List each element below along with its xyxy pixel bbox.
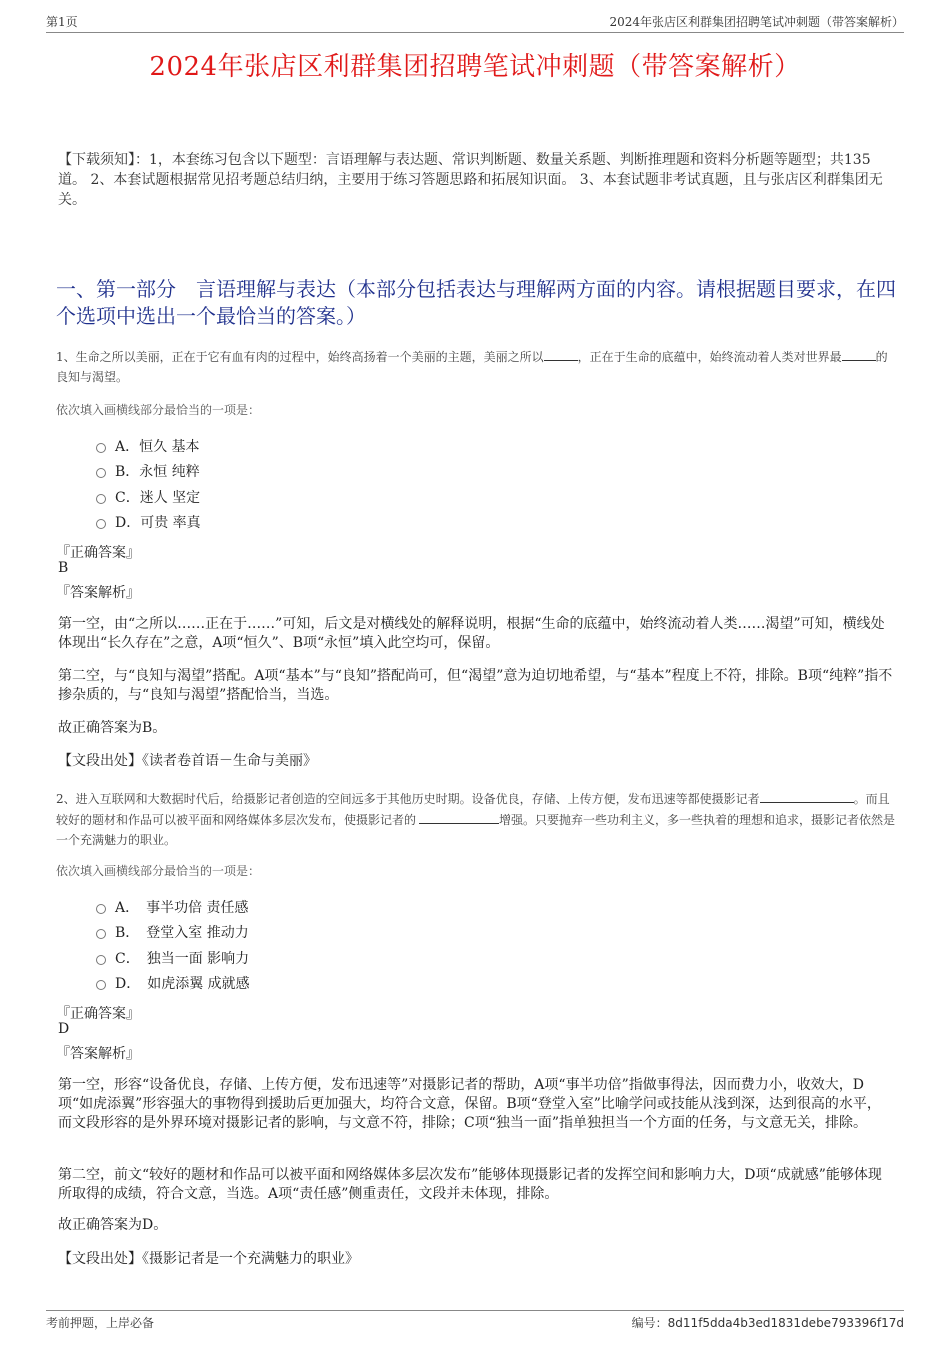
radio-icon[interactable] [96,468,106,478]
fill-blank [760,788,854,803]
radio-icon[interactable] [96,494,106,504]
question-1-stem [56,346,896,387]
document-code [632,1314,904,1331]
radio-icon[interactable] [96,443,106,453]
stem-text: ，正在于生命的底蕴中，始终流动着人类对世界最 [577,350,842,364]
analysis-conclusion: 故正确答案为B。 [58,720,167,736]
question-1-options [96,433,201,535]
analysis-paragraph: 第一空，由“之所以……正在于……”可知，后文是对横线处的解释说明，根据“生命的底蕴中，始终流动着人类……渴望”可知，横线处体现出“长久存在”之意，A项“恒久”、B项“永恒”填入此空均可，保留。 [58,616,885,651]
header-doc-title: 2024年张店区利群集团招聘笔试冲刺题（带答案解析） [609,15,904,29]
question-2-options [96,894,250,996]
option-c[interactable] [96,484,201,510]
option-c[interactable] [96,945,250,971]
code-label: 编号： [631,1316,668,1330]
page-footer [46,1310,904,1331]
radio-icon[interactable] [96,904,106,914]
analysis-label: 『答案解析』 [56,585,140,601]
answer-value: B [58,560,69,576]
document-title: 2024年张店区利群集团招聘笔试冲刺题（带答案解析） [149,52,801,82]
stem-text: 2、进入互联网和大数据时代后，给摄影记者创造的空间远多于其他历史时期。设备优良，存储、上传方便，发布迅速等都使摄影记者 [56,792,760,806]
source-citation: 【文段出处】《读者卷首语－生命与美丽》 [58,753,317,769]
radio-icon[interactable] [96,519,106,529]
analysis-paragraph: 第二空，与“良知与渴望”搭配。A项“基本”与“良知”搭配尚可，但“渴望”意为迫切地希望，与“基本”程度上不符，排除。B项“纯粹”指不掺杂质的，与“良知与渴望”搭配恰当，当选。 [58,668,893,703]
option-b[interactable] [96,459,201,485]
fill-blank [419,809,499,824]
option-a[interactable] [96,894,250,920]
question-2-stem [56,788,896,850]
analysis-paragraph: 第二空，前文“较好的题材和作品可以被平面和网络媒体多层次发布”能够体现摄影记者的发挥空间和影响力大，D项“成就感”能够体现所取得的成绩，符合文意，当选。A项“责任感”侧重责任，文段并未体现，排除。 [58,1167,882,1202]
analysis-conclusion: 故正确答案为D。 [58,1217,168,1233]
stem-text: 增强。只要抛弃一些功利主义，多一些执着的理想和追求，摄影记者依然是一个充满魅力的职业。 [56,813,896,847]
option-label: C．迷人 坚定 [115,489,201,506]
option-b[interactable] [96,920,250,946]
option-a[interactable] [96,433,201,459]
analysis-paragraph: 第一空，形容“设备优良，存储、上传方便，发布迅速等”对摄影记者的帮助，A项“事半功倍”指做事得法，因而费力小，收效大，D项“如虎添翼”形容强大的事物得到援助后更加强大，均符合文意，保留。B项“登堂入室”比喻学问或技能从浅到深，达到很高的水平，而文段形容的是外界环境对摄影记者的影响，与文意不符，排除；C项“独当一面”指单独担当一个方面的任务，与文意无关，排除。 [58,1077,881,1131]
answer-value: D [58,1021,70,1037]
fill-blank [544,346,578,361]
footer-slogan: 考前押题，上岸必备 [46,1316,155,1330]
stem-text: 1、生命之所以美丽，正在于它有血有肉的过程中，始终高扬着一个美丽的主题，美丽之所以 [56,350,544,364]
option-label: D．可贵 率真 [115,515,201,532]
question-2-prompt: 依次填入画横线部分最恰当的一项是： [56,864,261,878]
answer-label: 『正确答案』 [56,1006,140,1022]
option-label: C． 独当一面 影响力 [115,950,250,967]
answer-label: 『正确答案』 [56,545,140,561]
code-value: 8d11f5dda4b3ed1831debe793396f17d [667,1316,904,1330]
page-number: 第1页 [46,15,78,29]
stem-text: 的良知与渴望。 [56,350,888,384]
fill-blank [842,346,876,361]
section-heading: 一、第一部分 言语理解与表达（本部分包括表达与理解两方面的内容。请根据题目要求，在四个选项中选出一个最恰当的答案。） [56,277,896,328]
option-d[interactable] [96,971,250,997]
radio-icon[interactable] [96,929,106,939]
option-label: A． 事半功倍 责任感 [115,899,249,916]
stem-text: 。而且较好的题材和作品可以被平面和网络媒体多层次发布，使摄影记者的 [56,792,890,827]
option-label: B．永恒 纯粹 [115,464,200,481]
option-label: A．恒久 基本 [115,438,200,455]
source-citation: 【文段出处】《摄影记者是一个充满魅力的职业》 [58,1251,359,1267]
option-label: D． 如虎添翼 成就感 [115,976,250,993]
page-header [46,14,904,33]
radio-icon[interactable] [96,980,106,990]
radio-icon[interactable] [96,955,106,965]
question-1-prompt: 依次填入画横线部分最恰当的一项是： [56,403,261,417]
analysis-label: 『答案解析』 [56,1046,140,1062]
option-d[interactable] [96,510,201,536]
download-notice: 【下载须知】：1，本套练习包含以下题型：言语理解与表达题、常识判断题、数量关系题、判断推理题和资料分析题等题型；共135道。 2、本套试题根据常见招考题总结归纳，主要用于练习答题思路和拓展知识面。 3、本套试题非考试真题，且与张店区利群集团无关。 [58,152,883,208]
option-label: B． 登堂入室 推动力 [115,925,249,942]
